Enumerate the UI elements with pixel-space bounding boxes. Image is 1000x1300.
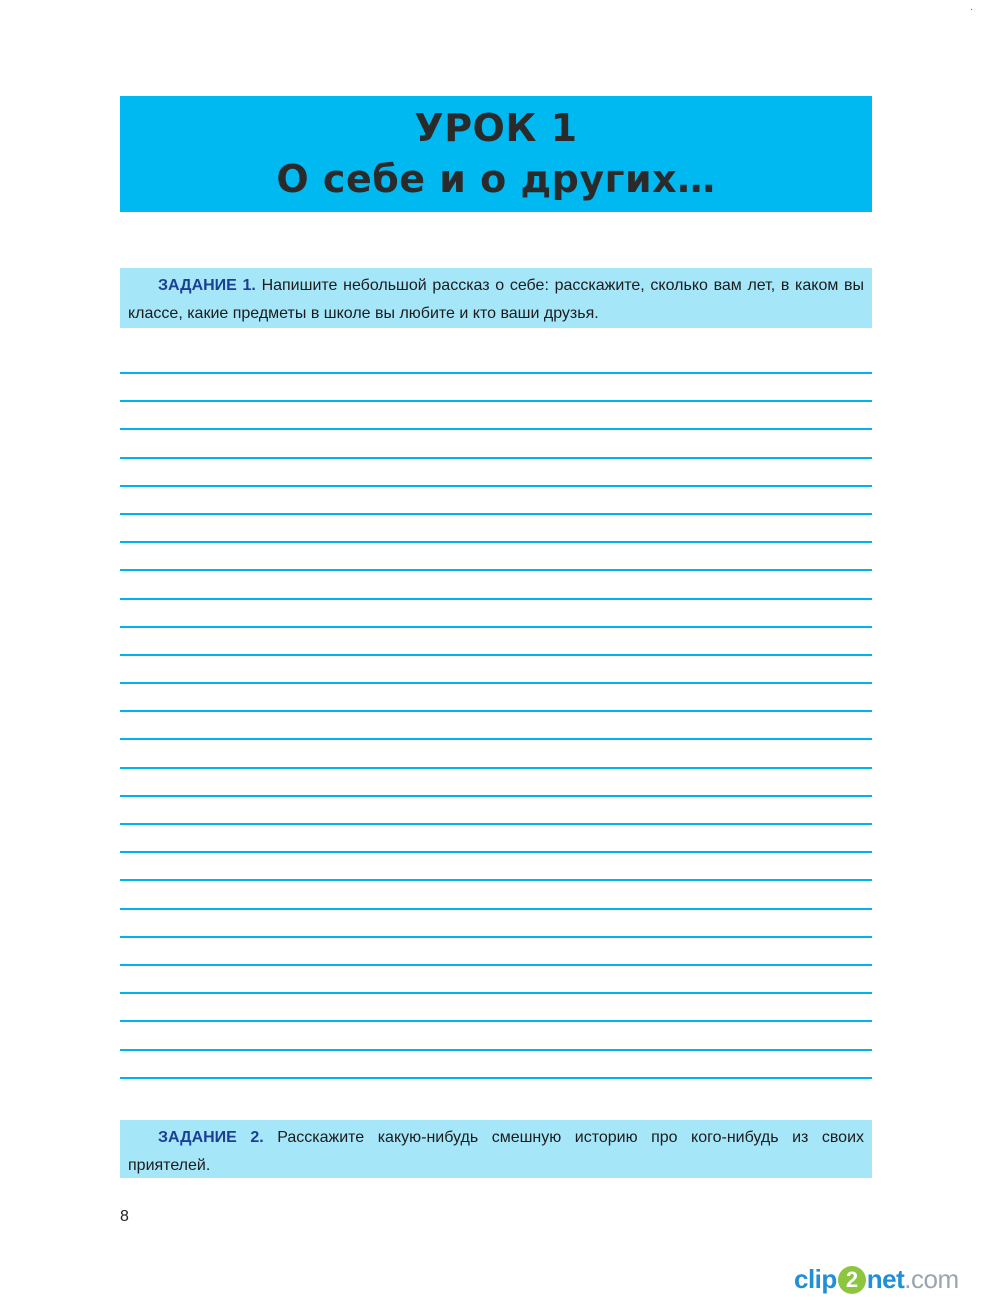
writing-line[interactable]: [120, 626, 872, 654]
writing-line[interactable]: [120, 879, 872, 907]
writing-line[interactable]: [120, 485, 872, 513]
writing-line[interactable]: [120, 964, 872, 992]
writing-line[interactable]: [120, 795, 872, 823]
writing-line[interactable]: [120, 428, 872, 456]
watermark-part-net: net: [866, 1264, 905, 1294]
writing-line[interactable]: [120, 936, 872, 964]
lesson-number: УРОК 1: [414, 106, 578, 150]
writing-line[interactable]: [120, 569, 872, 597]
writing-line[interactable]: [120, 1049, 872, 1077]
writing-line[interactable]: [120, 457, 872, 485]
task-2-box: [120, 1120, 872, 1178]
writing-lines-area[interactable]: [120, 372, 872, 1105]
task-1-label: ЗАДАНИЕ 1.: [158, 277, 256, 294]
corner-mark: ·: [970, 4, 974, 15]
watermark-part-com: .com: [904, 1264, 959, 1294]
watermark-part-clip: clip: [794, 1264, 837, 1294]
writing-line[interactable]: [120, 823, 872, 851]
writing-line[interactable]: [120, 767, 872, 795]
watermark-part-two: 2: [838, 1266, 866, 1294]
writing-line[interactable]: [120, 372, 872, 400]
watermark-logo: [794, 1264, 959, 1295]
task-1-text: Напишите небольшой рассказ о себе: расскажите, сколько вам лет, в каком вы классе, какие предметы в школе вы любите и кто ваши друзья.: [128, 277, 865, 322]
writing-line[interactable]: [120, 400, 872, 428]
writing-line[interactable]: [120, 598, 872, 626]
writing-line[interactable]: [120, 1020, 872, 1048]
task-2-label: ЗАДАНИЕ 2.: [158, 1129, 264, 1146]
writing-line[interactable]: [120, 654, 872, 682]
lesson-header: [120, 96, 872, 212]
page-number: 8: [120, 1208, 129, 1225]
writing-line[interactable]: [120, 851, 872, 879]
writing-line[interactable]: [120, 710, 872, 738]
lesson-title: О себе и о других…: [276, 157, 716, 201]
task-2-text: Расскажите какую-нибудь смешную историю про кого-нибудь из своих приятелей.: [128, 1129, 865, 1174]
writing-line[interactable]: [120, 541, 872, 569]
writing-line[interactable]: [120, 908, 872, 936]
writing-line[interactable]: [120, 513, 872, 541]
writing-line[interactable]: [120, 738, 872, 766]
task-1-box: [120, 268, 872, 328]
writing-line[interactable]: [120, 992, 872, 1020]
writing-line[interactable]: [120, 682, 872, 710]
writing-line[interactable]: [120, 1077, 872, 1105]
